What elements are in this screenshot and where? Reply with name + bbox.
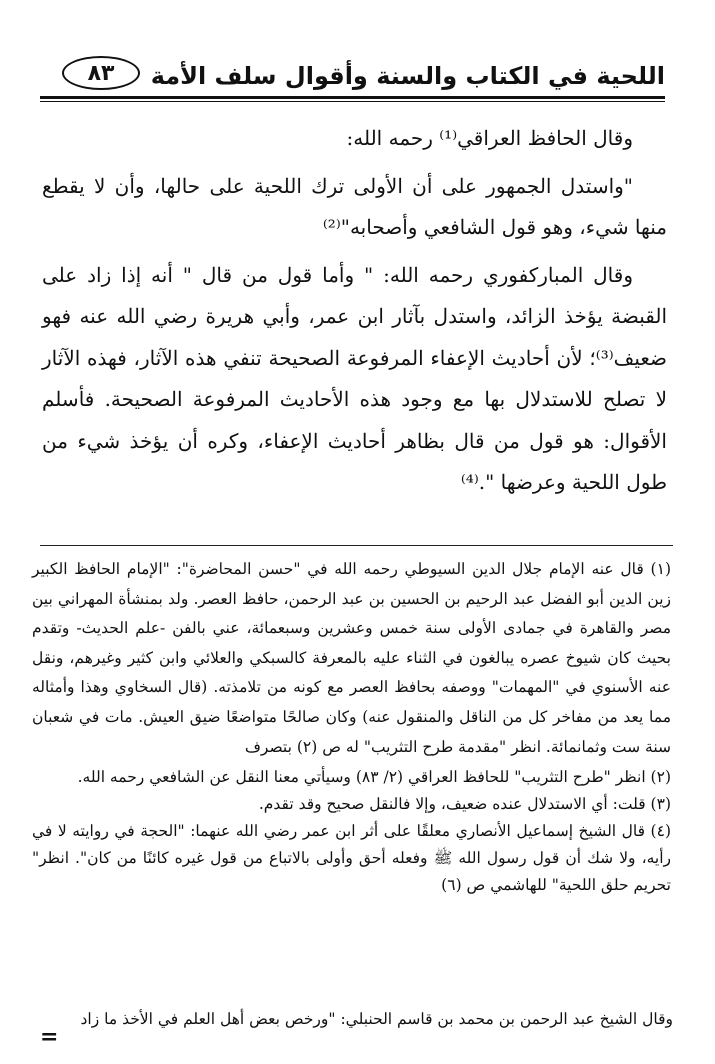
paragraph-jumhur-quote: "واستدل الجمهور على أن الأولى ترك اللحية على حالها، وأن لا يقطع منها شيء، وهو قول الشافعي وأصحابه"⁽²⁾ <box>42 173 667 239</box>
footnotes <box>32 555 671 899</box>
header-rule-thick <box>40 96 665 99</box>
main-text <box>42 118 667 510</box>
page-number: ٨٣ <box>62 56 140 90</box>
paragraph-iraqi-quote-intro: وقال الحافظ العراقي⁽¹⁾ رحمه الله: <box>346 126 633 150</box>
footnote-1: (١) قال عنه الإمام جلال الدين السيوطي رحمه الله في "حسن المحاضرة": "الإمام الحافظ الكبير زين الدين أبو الفضل عبد الرحيم بن الحسين بن عبد الرحمن، حافظ العصر. ولد بمنشأة المهراني بين مصر والقاهرة في جمادى الأولى سنة خمس وعشرين وسبعمائة، عني بالفن -علم الحديث- وتقدم بحيث كان شيوخ عصره يبالغون في الثناء عليه بالمعرفة كالسبكي والعلائي وابن كثير وغيرهم، ونقل عنه الأسنوي في "المهمات" ووصفه بحافظ العصر مع كونه من تلامذته. (قال السخاوي وهذا وأمثاله مما يعد من مفاخر كل من الناقل والمنقول عنه) وكان صالحًا متواضعًا ضيق العيش. مات في شعبان سنة ست وثمانمائة. انظر "مقدمة طرح التثريب" له ص (٢) بتصرف <box>32 560 671 756</box>
continuation-mark: = <box>40 1024 59 1050</box>
footnote-4: (٤) قال الشيخ إسماعيل الأنصاري معلقًا على أثر ابن عمر رضي الله عنهما: "الحجة في روايته لا في رأيه، ولا شك أن قول رسول الله ﷺ وفعله أحق وأولى بالاتباع من قول غيره كائنًا من كان". انظر" تحريم حلق اللحية" للهاشمي ص (٦) <box>32 822 671 895</box>
footnote-3: (٣) قلت: أي الاستدلال عنده ضعيف، وإلا فالنقل صحيح وقد تقدم. <box>258 795 671 814</box>
page-header <box>40 56 665 102</box>
footnote-separator <box>40 545 673 546</box>
paragraph-mubarakfuri-quote: وقال المباركفوري رحمه الله: " وأما قول من قال " أنه إذا زاد على القبضة يؤخذ الزائد، واستدل بآثار ابن عمر، وأبي هريرة رضي الله عنه فهو ضعيف⁽³⁾؛ لأن أحاديث الإعفاء المرفوعة الصحيحة تنفي هذه الآثار، فهذه الآثار لا تصلح للاستدلال بها مع وجود هذه الأحاديث المرفوعة الصحيحة. فأسلم الأقوال: هو قول من قال بظاهر أحاديث الإعفاء، وكره أن يؤخذ شيء من طول اللحية وعرضها ".⁽⁴⁾ <box>42 262 667 494</box>
running-title: اللحية في الكتاب والسنة وأقوال سلف الأمة <box>150 62 665 90</box>
footnote-2: (٢) انظر "طرح التثريب" للحافظ العراقي (٢/ ٨٣) وسيأتي معنا النقل عن الشافعي رحمه الله. <box>77 768 671 787</box>
continuation-line: وقال الشيخ عبد الرحمن بن محمد بن قاسم الحنبلي: "ورخص بعض أهل العلم في الأخذ ما زاد <box>80 1010 673 1028</box>
header-rule-thin <box>40 101 665 102</box>
